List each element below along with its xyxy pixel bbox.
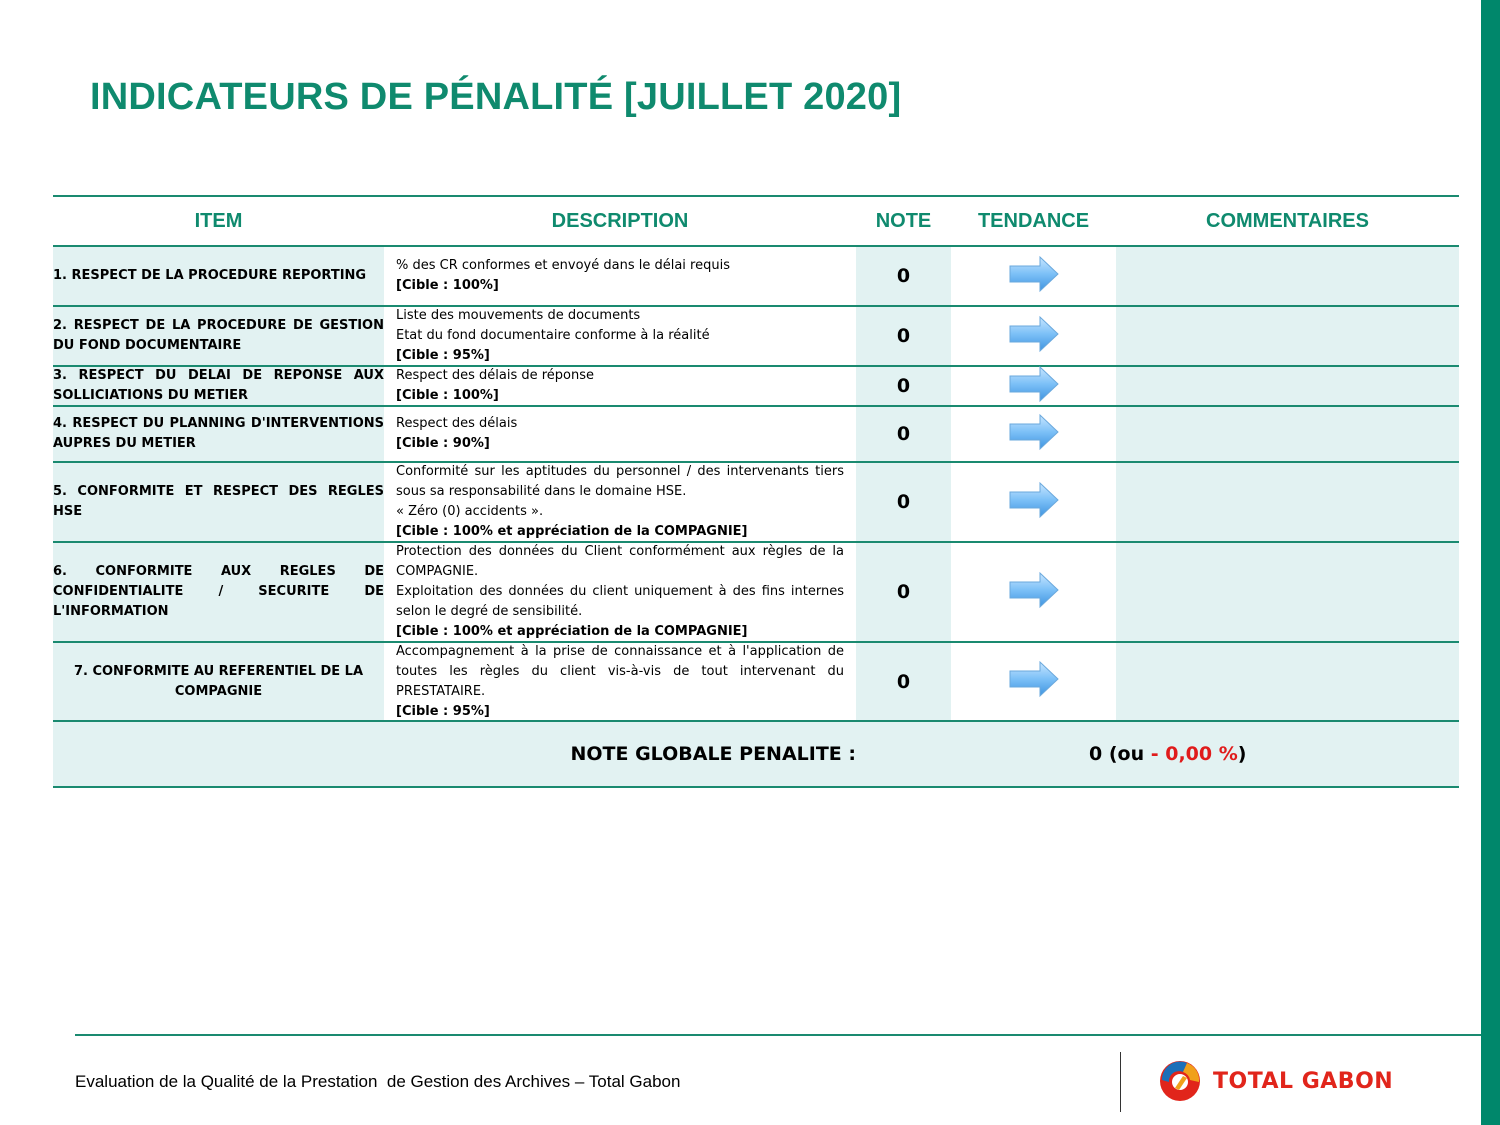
- row-item-label: 6. CONFORMITE AUX REGLES DE CONFIDENTIALITE / SECURITE DE L'INFORMATION: [53, 564, 384, 619]
- row-note: 0: [856, 643, 951, 720]
- table-row: [53, 461, 1459, 541]
- row-description: [384, 247, 856, 305]
- global-score-value: [1089, 722, 1246, 786]
- row-target: [Cible : 90%]: [396, 436, 490, 451]
- row-target: [Cible : 100%]: [396, 388, 499, 403]
- table-row: [53, 405, 1459, 461]
- table-row: [53, 541, 1459, 641]
- row-description: [384, 463, 856, 541]
- row-item-label: 4. RESPECT DU PLANNING D'INTERVENTIONS AUPRES DU METIER: [53, 416, 384, 451]
- row-item-label: 7. CONFORMITE AU REFERENTIEL DE LA COMPAGNIE: [73, 663, 364, 699]
- row-item: [53, 643, 384, 720]
- global-score-row: [53, 720, 1459, 788]
- row-note: 0: [856, 543, 951, 641]
- row-description-line: « Zéro (0) accidents ».: [396, 504, 544, 519]
- global-score-prefix: 0 (ou: [1089, 743, 1151, 765]
- page-title: INDICATEURS DE PÉNALITÉ [JUILLET 2020]: [90, 76, 902, 118]
- table-row: [53, 305, 1459, 365]
- row-note: 0: [856, 463, 951, 541]
- table-row: [53, 245, 1459, 305]
- right-arrow-icon: [1008, 660, 1060, 703]
- row-description: [384, 543, 856, 641]
- row-item-label: 1. RESPECT DE LA PROCEDURE REPORTING: [53, 268, 367, 283]
- header-description: DESCRIPTION: [551, 209, 689, 232]
- total-gabon-logo: [1157, 1055, 1417, 1107]
- right-arrow-icon: [1008, 315, 1060, 358]
- row-trend: [951, 643, 1116, 720]
- right-arrow-icon: [1008, 481, 1060, 524]
- row-item: [53, 463, 384, 541]
- row-comment: [1116, 247, 1459, 305]
- row-item: [53, 407, 384, 461]
- row-target: [Cible : 100%]: [396, 278, 499, 293]
- row-target: [Cible : 95%]: [396, 703, 490, 719]
- header-trend: TENDANCE: [977, 209, 1090, 232]
- row-item: [53, 247, 384, 305]
- row-trend: [951, 543, 1116, 641]
- row-description-line: Accompagnement à la prise de connaissance et à l'application de toutes les règles du client vis-à-vis de tout intervenant du PRESTATAIRE.: [396, 643, 844, 699]
- row-comment: [1116, 643, 1459, 720]
- row-item-label: 2. RESPECT DE LA PROCEDURE DE GESTION DU FOND DOCUMENTAIRE: [53, 318, 384, 353]
- total-logo-icon: [1157, 1058, 1203, 1104]
- row-item: [53, 367, 384, 405]
- row-trend: [951, 367, 1116, 405]
- row-trend: [951, 247, 1116, 305]
- row-item: [53, 307, 384, 365]
- row-item-label: 5. CONFORMITE ET RESPECT DES REGLES HSE: [53, 484, 384, 519]
- global-score-percent: - 0,00 %: [1150, 743, 1238, 765]
- row-trend: [951, 463, 1116, 541]
- row-comment: [1116, 307, 1459, 365]
- logo-text: TOTAL GABON: [1213, 1068, 1394, 1094]
- header-note: NOTE: [875, 209, 932, 232]
- header-comments: COMMENTAIRES: [1206, 209, 1369, 232]
- row-description: [384, 367, 856, 405]
- row-description-line: Exploitation des données du client uniquement à des fins internes selon le degré de sensibilité.: [396, 584, 844, 619]
- row-comment: [1116, 543, 1459, 641]
- row-description-line: Respect des délais de réponse: [396, 368, 595, 383]
- row-description-line: Etat du fond documentaire conforme à la réalité: [396, 328, 710, 343]
- row-description-line: % des CR conformes et envoyé dans le délai requis: [396, 258, 730, 273]
- global-score-suffix: ): [1237, 743, 1247, 765]
- row-description: [384, 407, 856, 461]
- right-arrow-icon: [1008, 255, 1060, 298]
- row-comment: [1116, 407, 1459, 461]
- row-trend: [951, 407, 1116, 461]
- header-item: ITEM: [194, 209, 243, 232]
- row-note: 0: [856, 247, 951, 305]
- right-arrow-icon: [1008, 365, 1060, 408]
- row-note: 0: [856, 407, 951, 461]
- row-comment: [1116, 367, 1459, 405]
- global-score-label: NOTE GLOBALE PENALITE :: [570, 743, 856, 765]
- footer-text: Evaluation de la Qualité de la Prestation de Gestion des Archives – Total Gabon: [75, 1072, 681, 1091]
- right-accent-bar: [1481, 0, 1500, 1125]
- row-item: [53, 543, 384, 641]
- right-arrow-icon: [1008, 413, 1060, 456]
- row-description: [384, 643, 856, 720]
- row-trend: [951, 307, 1116, 365]
- row-description: [384, 307, 856, 365]
- row-comment: [1116, 463, 1459, 541]
- row-note: 0: [856, 307, 951, 365]
- row-target: [Cible : 100% et appréciation de la COMPAGNIE]: [396, 524, 748, 539]
- row-note: 0: [856, 367, 951, 405]
- row-description-line: Protection des données du Client conformément aux règles de la COMPAGNIE.: [396, 544, 844, 579]
- row-description-line: Respect des délais: [396, 416, 518, 431]
- row-item-label: 3. RESPECT DU DELAI DE REPONSE AUX SOLLICIATIONS DU METIER: [53, 368, 384, 403]
- row-target: [Cible : 100% et appréciation de la COMPAGNIE]: [396, 624, 748, 639]
- table-row: [53, 365, 1459, 405]
- row-description-line: Conformité sur les aptitudes du personnel / des intervenants tiers sous sa responsabilité dans le domaine HSE.: [396, 464, 844, 499]
- row-description-line: Liste des mouvements de documents: [396, 308, 641, 323]
- row-target: [Cible : 95%]: [396, 348, 490, 363]
- footer-separator: [1120, 1052, 1121, 1112]
- footer-divider: [75, 1034, 1481, 1036]
- right-arrow-icon: [1008, 571, 1060, 614]
- table-row: [53, 641, 1459, 720]
